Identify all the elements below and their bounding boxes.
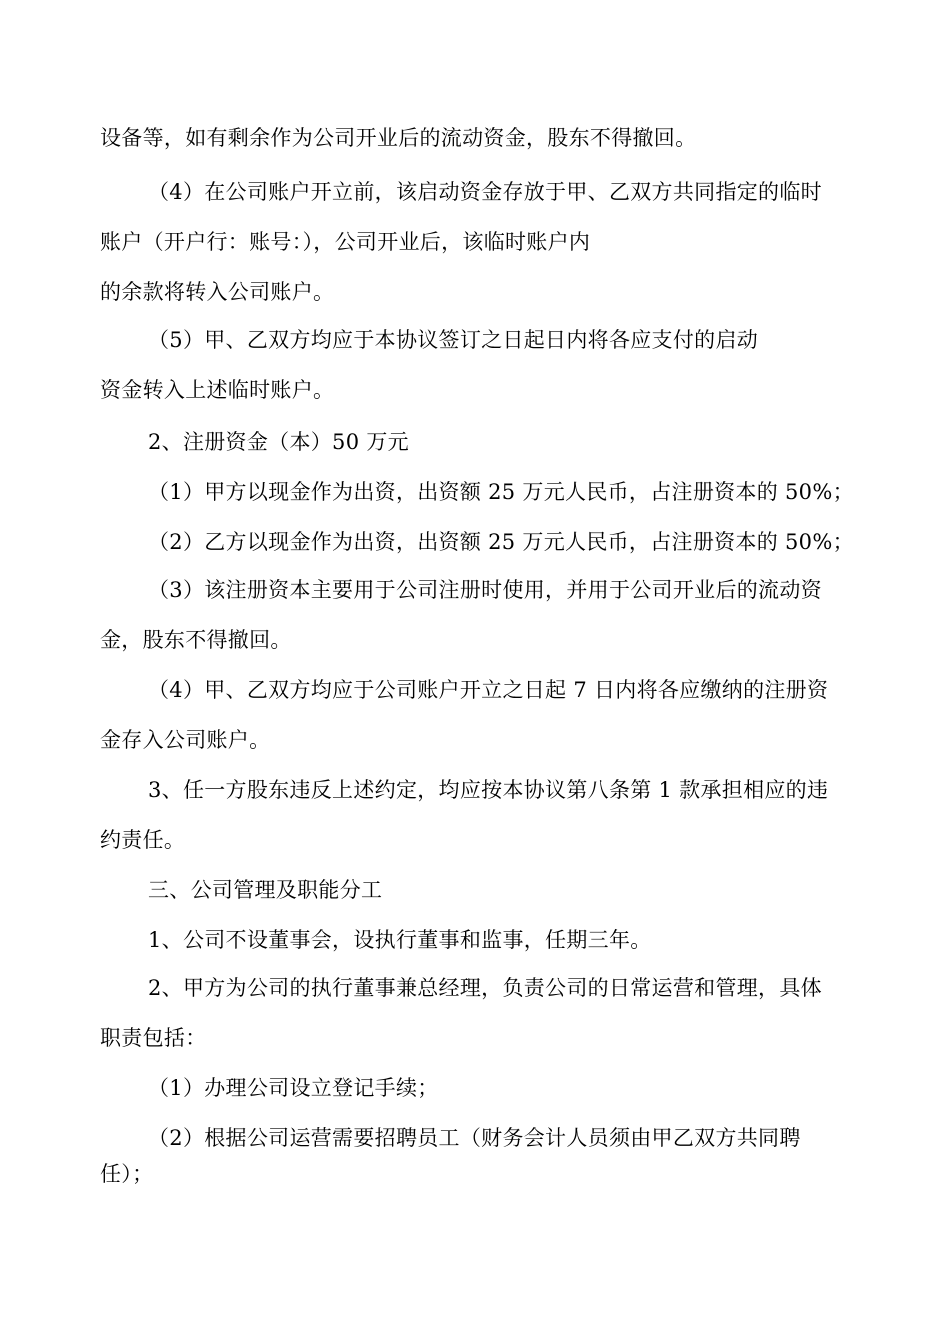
- text-line: 2、注册资金（本）50 万元: [148, 430, 409, 454]
- text-line: 账户（开户行：账号：），公司开业后，该临时账户内: [100, 230, 591, 254]
- text-line: 设备等，如有剩余作为公司开业后的流动资金，股东不得撤回。: [100, 126, 697, 150]
- text-line: （2）根据公司运营需要招聘员工（财务会计人员须由甲乙双方共同聘: [148, 1126, 801, 1150]
- text-line: （3）该注册资本主要用于公司注册时使用，并用于公司开业后的流动资: [148, 578, 822, 602]
- text-line: （1）办理公司设立登记手续；: [148, 1076, 439, 1100]
- text-line: （5）甲、乙双方均应于本协议签订之日起日内将各应支付的启动: [148, 328, 759, 352]
- text-line: 1、公司不设董事会，设执行董事和监事，任期三年。: [148, 928, 652, 952]
- text-line: 资金转入上述临时账户。: [100, 378, 335, 402]
- text-line: 金存入公司账户。: [100, 728, 271, 752]
- section-heading: 三、公司管理及职能分工: [148, 878, 383, 902]
- text-line: 金，股东不得撤回。: [100, 628, 292, 652]
- text-line: 3、任一方股东违反上述约定，均应按本协议第八条第 1 款承担相应的违: [148, 778, 829, 802]
- text-line: （4）在公司账户开立前，该启动资金存放于甲、乙双方共同指定的临时: [148, 180, 822, 204]
- text-line: 任）；: [100, 1162, 154, 1186]
- text-line: （2）乙方以现金作为出资，出资额 25 万元人民币，占注册资本的 50%；: [148, 530, 854, 554]
- text-line: 约责任。: [100, 828, 186, 852]
- text-line: 2、甲方为公司的执行董事兼总经理，负责公司的日常运营和管理，具体: [148, 976, 822, 1000]
- text-line: （1）甲方以现金作为出资，出资额 25 万元人民币，占注册资本的 50%；: [148, 480, 854, 504]
- text-line: 职责包括：: [100, 1026, 207, 1050]
- text-line: 的余款将转入公司账户。: [100, 280, 335, 304]
- text-line: （4）甲、乙双方均应于公司账户开立之日起 7 日内将各应缴纳的注册资: [148, 678, 829, 702]
